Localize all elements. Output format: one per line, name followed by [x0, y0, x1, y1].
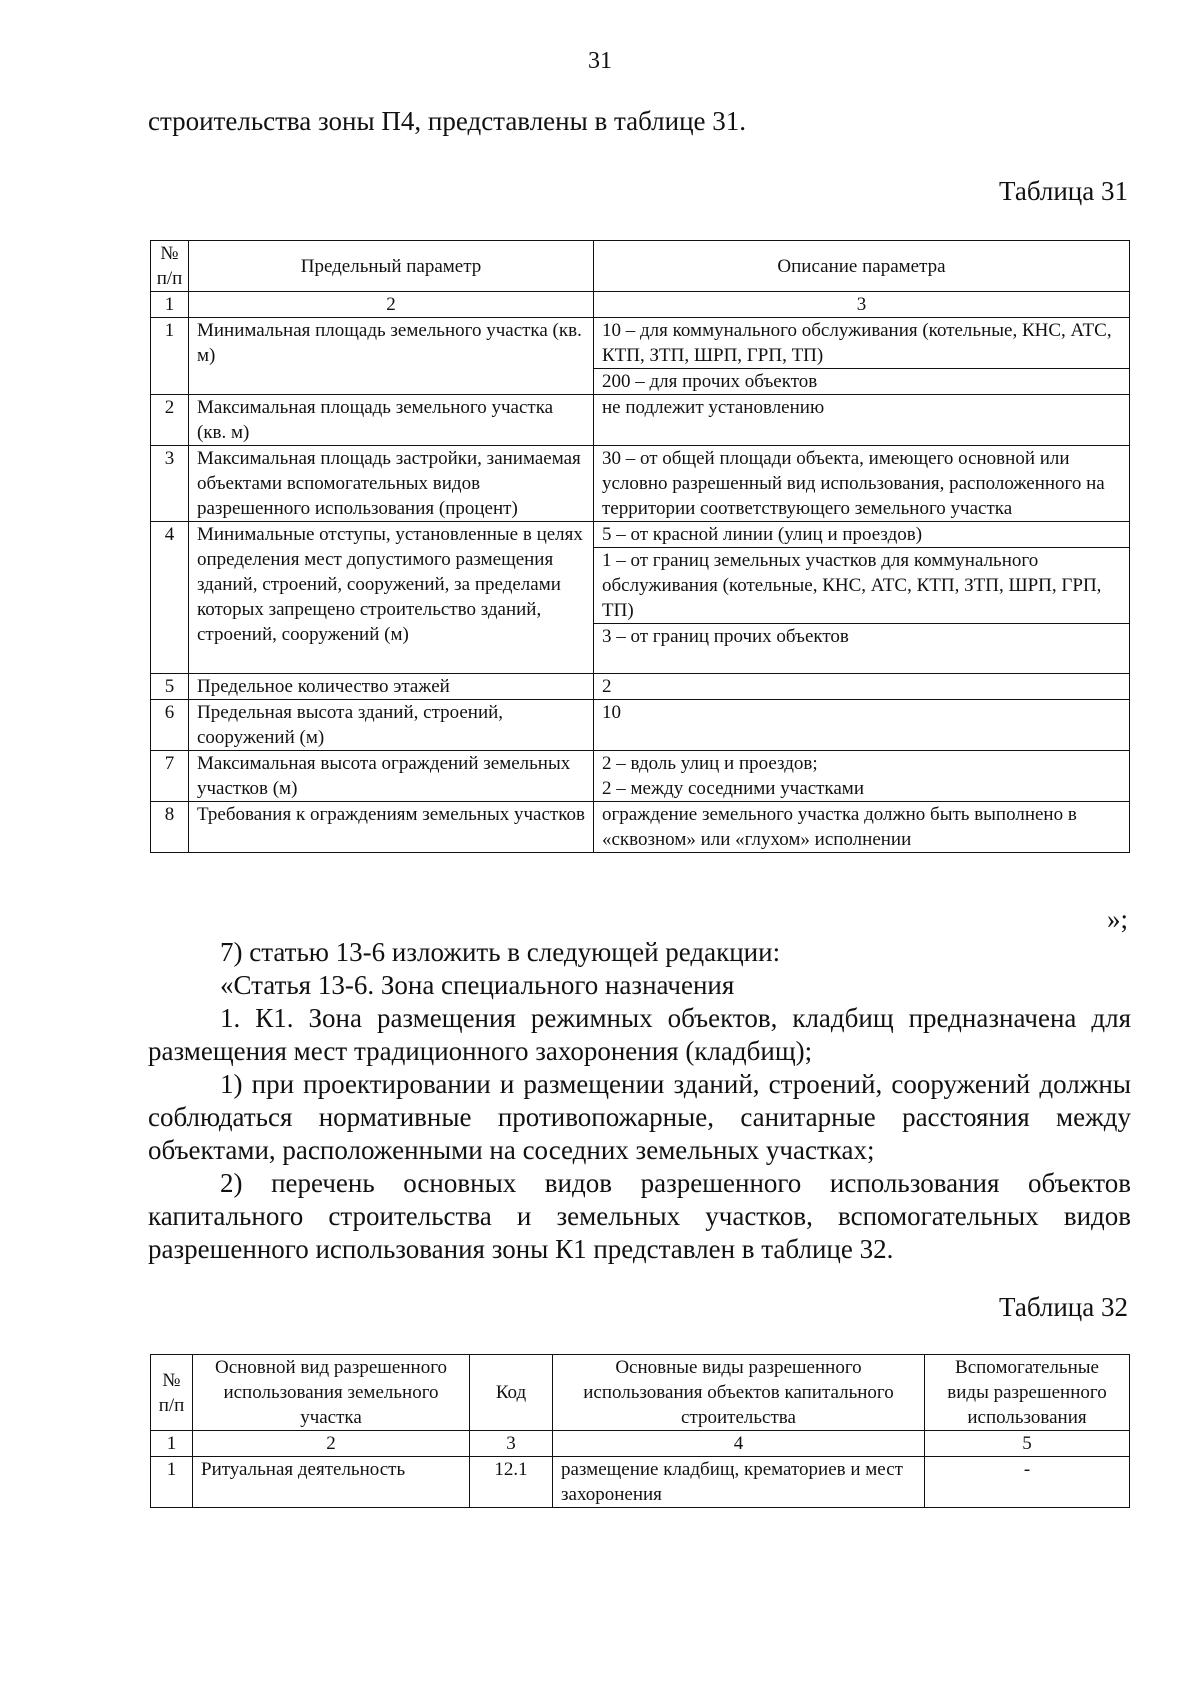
row-aux: -: [925, 1457, 1130, 1508]
header-aux: Вспомогательные виды разрешенного использования: [925, 1355, 1130, 1431]
table-32: [150, 1354, 1130, 1508]
header-oks: Основные виды разрешенного использования объектов капитального строительства: [553, 1355, 925, 1431]
table-32-caption: Таблица 32: [999, 1292, 1128, 1322]
row-param: Минимальная площадь земельного участка (кв. м): [189, 318, 594, 395]
row-desc: не подлежит установлению: [594, 395, 1130, 446]
col-number: 1: [151, 1431, 193, 1457]
row-num: 1: [151, 318, 189, 395]
page-number: 31: [588, 48, 612, 74]
table-31: [150, 240, 1130, 853]
row-param: Максимальная площадь земельного участка (кв. м): [189, 395, 594, 446]
row-num: 6: [151, 700, 189, 751]
col-number: 2: [193, 1431, 470, 1457]
row-num: 4: [151, 522, 189, 674]
paragraph: 2) перечень основных видов разрешенного использования объектов капитального строительства и земельных участков, вспомогательных видов разрешенного использования зоны К1 представлен в таблице 32.: [148, 1168, 1131, 1264]
article-heading: «Статья 13-6. Зона специального назначения: [220, 970, 735, 1000]
paragraph: 7) статью 13-6 изложить в следующей редакции:: [220, 937, 781, 967]
row-desc: 30 – от общей площади объекта, имеющего основной или условно разрешенный вид использования, расположенного на территории соответствующего земельного участка: [594, 446, 1130, 522]
row-desc: 10 – для коммунального обслуживания (котельные, КНС, АТС, КТП, ЗТП, ШРП, ГРП, ТП): [594, 318, 1130, 369]
col-number: 3: [594, 292, 1130, 318]
row-main: Ритуальная деятельность: [193, 1457, 470, 1508]
body-text: [148, 936, 1131, 1266]
row-desc: 1 – от границ земельных участков для коммунального обслуживания (котельные, КНС, АТС, КТП, ЗТП, ШРП, ГРП, ТП): [594, 548, 1130, 624]
row-desc: [594, 751, 1130, 802]
row-param: Максимальная площадь застройки, занимаемая объектами вспомогательных видов разрешенного использования (процент): [189, 446, 594, 522]
row-num: 2: [151, 395, 189, 446]
paragraph: 1. К1. Зона размещения режимных объектов, кладбищ предназначена для размещения мест традиционного захоронения (кладбищ);: [148, 1003, 1131, 1066]
row-param: Минимальные отступы, установленные в целях определения мест допустимого размещения зданий, строений, сооружений, за пределами которых запрещено строительство зданий, строений, сооружений (м): [189, 522, 594, 674]
intro-line: строительства зоны П4, представлены в таблице 31.: [148, 106, 747, 136]
paragraph: 1) при проектировании и размещении зданий, строений, сооружений должны соблюдаться нормативные противопожарные, санитарные расстояния между объектами, расположенными на соседних земельных участках;: [148, 1069, 1131, 1165]
header-param: Предельный параметр: [189, 241, 594, 292]
row-num: 8: [151, 802, 189, 853]
row-param: Предельное количество этажей: [189, 674, 594, 700]
header-num: № п/п: [151, 1355, 193, 1431]
col-number: 3: [470, 1431, 553, 1457]
row-desc-line: 2 – вдоль улиц и проездов;: [602, 753, 818, 774]
col-number: 1: [151, 292, 189, 318]
header-main: Основной вид разрешенного использования земельного участка: [193, 1355, 470, 1431]
row-num: 5: [151, 674, 189, 700]
col-number: 5: [925, 1431, 1130, 1457]
col-number: 2: [189, 292, 594, 318]
row-desc: ограждение земельного участка должно быть выполнено в «сквозном» или «глухом» исполнении: [594, 802, 1130, 853]
col-number: 4: [553, 1431, 925, 1457]
quote-close: »;: [1106, 904, 1128, 934]
row-desc: 5 – от красной линии (улиц и проездов): [594, 522, 1130, 548]
row-desc: 2: [594, 674, 1130, 700]
row-param: Максимальная высота ограждений земельных участков (м): [189, 751, 594, 802]
row-param: Предельная высота зданий, строений, сооружений (м): [189, 700, 594, 751]
row-code: 12.1: [470, 1457, 553, 1508]
row-num: 7: [151, 751, 189, 802]
row-num: 1: [151, 1457, 193, 1508]
header-num: № п/п: [151, 241, 189, 292]
row-num: 3: [151, 446, 189, 522]
row-desc: 200 – для прочих объектов: [594, 369, 1130, 395]
row-oks: размещение кладбищ, крематориев и мест захоронения: [553, 1457, 925, 1508]
header-desc: Описание параметра: [594, 241, 1130, 292]
row-param: Требования к ограждениям земельных участков: [189, 802, 594, 853]
table-31-caption: Таблица 31: [999, 176, 1128, 206]
row-desc-line: 2 – между соседними участками: [602, 778, 864, 799]
header-code: Код: [470, 1355, 553, 1431]
row-desc: 3 – от границ прочих объектов: [594, 624, 1130, 674]
row-desc: 10: [594, 700, 1130, 751]
